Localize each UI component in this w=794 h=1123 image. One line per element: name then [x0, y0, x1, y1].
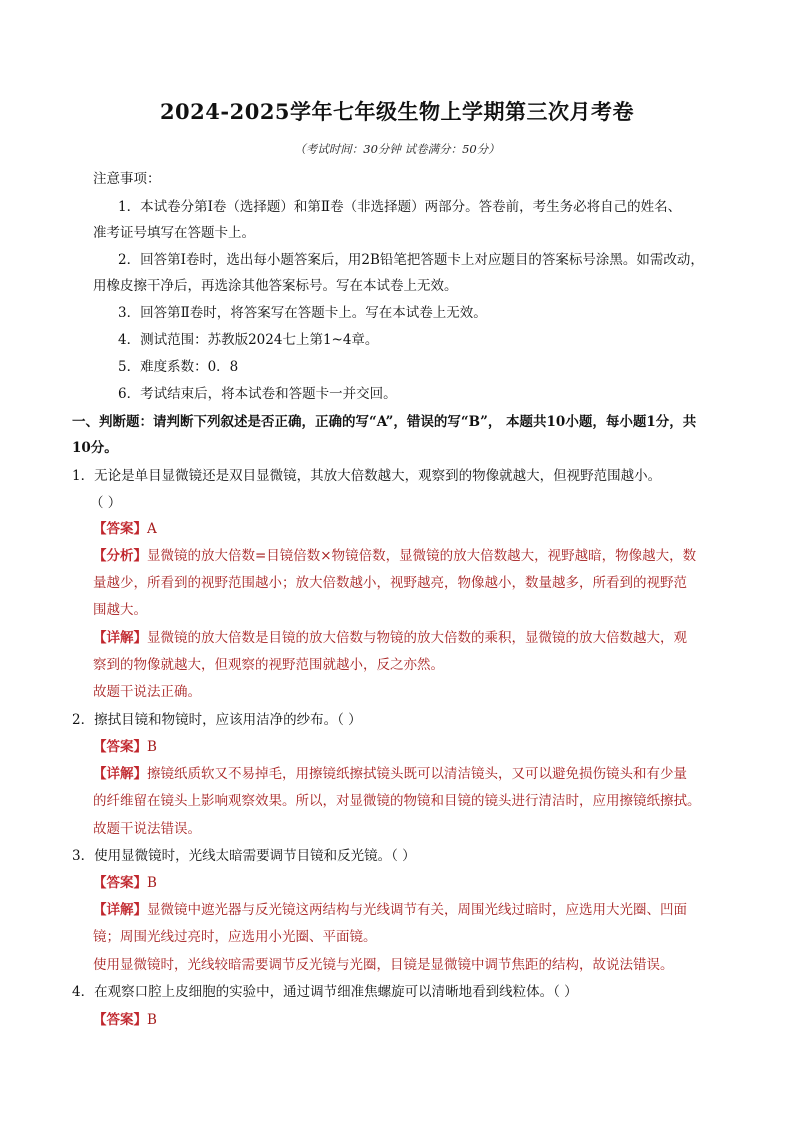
detail-text: 镜；周围光线过亮时，应选用小光圈、平面镜。 — [93, 929, 377, 945]
conclusion-text: 使用显微镜时，光线较暗需要调节反光镜与光圈，目镜是显微镜中调节焦距的结构，故说法错误。 — [93, 957, 674, 973]
analysis-text: 显微镜的放大倍数=目镜倍数×物镜倍数，显微镜的放大倍数越大，视野越暗，物像越大，数 — [147, 548, 697, 564]
answer-value: A — [147, 521, 157, 537]
question-stem: 4．在观察口腔上皮细胞的实验中，通过调节细准焦螺旋可以清晰地看到线粒体。（ ） — [72, 984, 578, 1000]
note-line: 用橡皮擦干净后，再选涂其他答案标号。写在本试卷上无效。 — [93, 278, 458, 294]
detail-line — [93, 629, 687, 647]
analysis-tag: 【分析】 — [93, 548, 147, 564]
note-line: 6．考试结束后，将本试卷和答题卡一并交回。 — [118, 386, 397, 402]
section-heading: 一、判断题：请判断下列叙述是否正确，正确的写“A”，错误的写“B”， 本题共10小题，每小题1分，共 — [72, 414, 697, 430]
detail-text: 显微镜的放大倍数是目镜的放大倍数与物镜的放大倍数的乘积，显微镜的放大倍数越大，观 — [147, 630, 687, 646]
answer-line — [93, 738, 157, 756]
detail-text: 察到的物像就越大，但观察的视野范围就越小，反之亦然。 — [93, 657, 444, 673]
note-line: 5．难度系数：0．8 — [118, 359, 239, 375]
analysis-text: 围越大。 — [93, 602, 147, 618]
exam-subtitle: （考试时间：30分钟 试卷满分：50分） — [294, 142, 500, 156]
detail-line — [93, 765, 687, 783]
detail-tag: 【详解】 — [93, 630, 147, 646]
detail-text: 的纤维留在镜头上影响观察效果。所以，对显微镜的物镜和目镜的镜头进行清洁时，应用擦镜纸擦拭。 — [93, 793, 701, 809]
answer-tag: 【答案】 — [93, 1012, 147, 1028]
answer-line — [93, 1011, 157, 1029]
note-line: 1．本试卷分第Ⅰ卷（选择题）和第Ⅱ卷（非选择题）两部分。答卷前，考生务必将自己的姓名、 — [118, 199, 682, 215]
detail-line — [93, 901, 687, 919]
note-line: 2．回答第Ⅰ卷时，选出每小题答案后，用2B铅笔把答题卡上对应题目的答案标号涂黑。如需改动， — [118, 252, 704, 268]
analysis-line — [93, 547, 696, 565]
answer-tag: 【答案】 — [93, 875, 147, 891]
answer-tag: 【答案】 — [93, 521, 147, 537]
answer-blank: （ ） — [90, 495, 122, 511]
answer-line — [93, 874, 157, 892]
note-line: 4．测试范围：苏教版2024七上第1~4章。 — [118, 332, 379, 348]
answer-value: B — [147, 1012, 157, 1028]
notes-heading: 注意事项： — [93, 171, 161, 187]
detail-text: 擦镜纸质软又不易掉毛，用擦镜纸擦拭镜头既可以清洁镜头，又可以避免损伤镜头和有少量 — [147, 766, 687, 782]
detail-tag: 【详解】 — [93, 902, 147, 918]
answer-line — [93, 520, 157, 538]
answer-value: B — [147, 739, 157, 755]
detail-text: 显微镜中遮光器与反光镜这两结构与光线调节有关，周围光线过暗时，应选用大光圈、凹面 — [147, 902, 687, 918]
note-line: 3．回答第Ⅱ卷时，将答案写在答题卡上。写在本试卷上无效。 — [118, 305, 487, 321]
conclusion-text: 故题干说法正确。 — [93, 684, 201, 700]
detail-tag: 【详解】 — [93, 766, 147, 782]
question-stem: 2．擦拭目镜和物镜时，应该用洁净的纱布。（ ） — [72, 712, 362, 728]
answer-tag: 【答案】 — [93, 739, 147, 755]
section-heading-cont: 10分。 — [72, 440, 118, 456]
question-stem: 1．无论是单目显微镜还是双目显微镜，其放大倍数越大，观察到的物像就越大，但视野范围越小。 — [72, 468, 662, 484]
question-stem: 3．使用显微镜时，光线太暗需要调节目镜和反光镜。（ ） — [72, 848, 416, 864]
analysis-text: 量越少，所看到的视野范围越小；放大倍数越小，视野越亮，物像越小，数量越多，所看到的视野范 — [93, 575, 687, 591]
answer-value: B — [147, 875, 157, 891]
conclusion-text: 故题干说法错误。 — [93, 821, 201, 837]
note-line: 准考证号填写在答题卡上。 — [93, 225, 255, 241]
exam-title: 2024-2025学年七年级生物上学期第三次月考卷 — [159, 99, 635, 124]
